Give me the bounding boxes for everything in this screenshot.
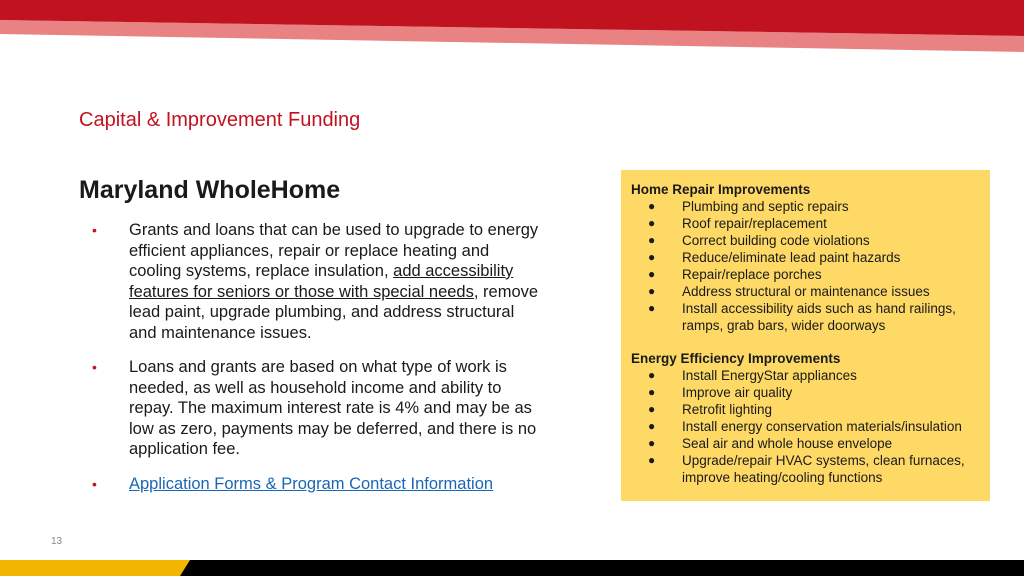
list-item-text: Repair/replace porches [682, 267, 822, 282]
bullet-dot: ● [648, 436, 656, 450]
bullet-dot: ● [648, 284, 656, 298]
bullet-item [92, 474, 542, 495]
list-item [631, 283, 980, 300]
list-item [631, 384, 980, 401]
bullet-dot: • [92, 475, 97, 492]
list-item-text: Upgrade/repair HVAC systems, clean furnaces, improve heating/cooling functions [682, 453, 965, 485]
bullet-dot: • [92, 359, 97, 375]
bullet-item [92, 220, 542, 343]
bullet-list [92, 220, 542, 508]
list-item [631, 232, 980, 249]
list-item [631, 418, 980, 435]
bullet-dot: ● [648, 453, 656, 467]
list-item-text: Roof repair/replacement [682, 216, 827, 231]
bullet-text: Loans and grants are based on what type of work is needed, as well as household income and ability to repay. The maximum interest rate is 4% and may be as low as zero, payments may be deferred, and there is no application fee. [129, 358, 537, 458]
home-repair-list [631, 198, 980, 334]
page-title: Maryland WholeHome [79, 176, 341, 204]
list-item [631, 367, 980, 384]
list-item [631, 249, 980, 266]
list-item [631, 401, 980, 418]
list-item-text: Plumbing and septic repairs [682, 199, 849, 214]
list-item-text: Seal air and whole house envelope [682, 436, 893, 451]
bullet-dot: ● [648, 385, 656, 399]
footer-gold-stripe [0, 560, 200, 576]
footer-black-stripe [180, 560, 1024, 576]
bullet-text-part: Grants and loans that can be used to upgrade to energy efficient appliances, repair or replace heating and cooling systems, replace insulation, [129, 221, 539, 280]
footer-bar [0, 560, 1024, 576]
bullet-dot: • [92, 222, 97, 238]
list-item-text: Improve air quality [682, 385, 793, 400]
list-item [631, 215, 980, 232]
list-item-text: Install EnergyStar appliances [682, 368, 857, 383]
list-item-text: Correct building code violations [682, 233, 870, 248]
energy-efficiency-list [631, 367, 980, 486]
list-item-text: Retrofit lighting [682, 402, 773, 417]
bullet-dot: ● [648, 250, 656, 264]
list-item [631, 452, 980, 486]
bullet-item [92, 357, 542, 460]
list-item-text: Address structural or maintenance issues [682, 284, 930, 299]
bullet-dot: ● [648, 216, 656, 230]
bullet-dot: ● [648, 402, 656, 416]
bullet-text-part: , remove lead paint, upgrade plumbing, and address structural and maintenance issues. [129, 282, 539, 342]
list-item [631, 198, 980, 215]
bullet-underlined-text: add accessibility features for seniors or those with special needs [129, 262, 514, 301]
list-item-text: Reduce/eliminate lead paint hazards [682, 250, 901, 265]
application-forms-link[interactable]: Application Forms & Program Contact Information [129, 474, 494, 493]
improvements-panel [621, 170, 990, 501]
list-item-text: Install accessibility aids such as hand railings, ramps, grab bars, wider doorways [682, 301, 956, 333]
energy-efficiency-heading: Energy Efficiency Improvements [631, 351, 841, 366]
section-title: Capital & Improvement Funding [79, 109, 361, 131]
bullet-dot: ● [648, 301, 656, 315]
header-banner [0, 0, 1024, 52]
bullet-dot: ● [648, 233, 656, 247]
list-item-text: Install energy conservation materials/insulation [682, 419, 962, 434]
page-number: 13 [51, 536, 63, 547]
bullet-dot: ● [648, 199, 656, 213]
list-item [631, 435, 980, 452]
list-item [631, 300, 980, 334]
bullet-dot: ● [648, 419, 656, 433]
list-item [631, 266, 980, 283]
bullet-dot: ● [648, 368, 656, 382]
home-repair-heading: Home Repair Improvements [631, 182, 811, 197]
bullet-dot: ● [648, 267, 656, 281]
